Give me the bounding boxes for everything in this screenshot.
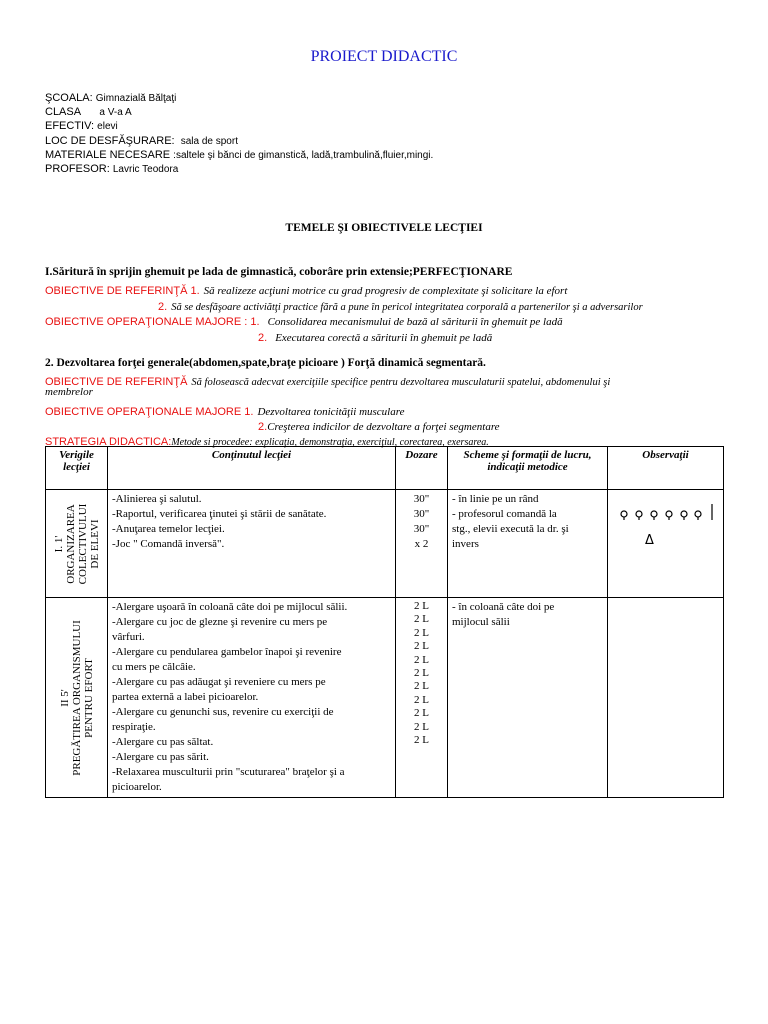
- scheme-cell: - în linie pe un rând - profesorul comandă la stg., elevii execută la dr. şi invers: [448, 490, 608, 598]
- info-class: CLASA a V-a A: [45, 106, 132, 118]
- info-materials: MATERIALE NECESARE :saltele şi bănci de gimanstică, ladă,trambulină,fluier,mingi.: [45, 149, 434, 161]
- lesson-table: [45, 446, 724, 798]
- info-teacher: PROFESOR: Lavric Teodora: [45, 163, 179, 175]
- header-stages: Verigile lecţiei: [46, 447, 108, 490]
- stage-label: I. 1' ORGANIZAREA COLECTIVULUI DE ELEVI: [52, 503, 101, 584]
- header-dose: Dozare: [396, 447, 448, 490]
- observation-cell: [608, 490, 724, 598]
- theme1-ref-objective-1: OBIECTIVE DE REFERINŢĂ 1. Să realizeze acţiuni motrice cu grad progresiv de complexitate şi solicitare la efort: [45, 285, 568, 297]
- info-effective: EFECTIV: elevi: [45, 120, 118, 132]
- dose-cell: 30" 30" 30" x 2: [396, 490, 448, 598]
- table-row: [46, 490, 724, 598]
- observation-cell: [608, 598, 724, 798]
- info-school: ŞCOALA: Gimnazială Bălţaţi: [45, 92, 177, 104]
- header-schemes: Scheme şi formaţii de lucru, indicaţii metodice: [448, 447, 608, 490]
- page-title: PROIECT DIDACTIC: [310, 48, 458, 65]
- stage-cell: [46, 490, 108, 598]
- table-row: [46, 598, 724, 798]
- theme2-ref-objective-1-cont: membrelor: [45, 386, 93, 398]
- teacher-symbol: Δ: [645, 533, 654, 548]
- scheme-cell: - în coloană câte doi pe mijlocul sălii: [448, 598, 608, 798]
- header-observations: Observaţii: [608, 447, 724, 490]
- info-location: LOC DE DESFĂŞURARE: sala de sport: [45, 135, 238, 147]
- theme2-op-objective-2: 2.Creşterea indicilor de dezvoltare a forţei segmentare: [258, 421, 500, 433]
- theme2-ref-objective-1: OBIECTIVE DE REFERINŢĂ Să folosească adecvat exerciţiile specifice pentru dezvoltarea musculaturii spatelui, abdomenului şi: [45, 376, 611, 388]
- content-cell: -Alergare uşoară în coloană câte doi pe mijlocul sălii. -Alergare cu joc de glezne şi revenire cu mers pe vârfuri. -Alergare cu pendularea gambelor înapoi şi revenire cu mers pe călcâie. -Alergare cu pas adăugat şi reveniere cu mers pe partea externă a labei picioarelor. -Alergare cu genunchi sus, revenire cu exerciţii de respiraţie. -Alergare cu pas săltat. -Alergare cu pas sărit. -Relaxarea musculturii prin "scuturarea" braţelor şi a picioarelor.: [108, 598, 396, 798]
- content-cell: -Alinierea şi salutul. -Raportul, verificarea ţinutei şi stării de sanătate. -Anuţarea temelor lecţiei. -Joc " Comandă inversă".: [108, 490, 396, 598]
- header-content: Conţinutul lecţiei: [108, 447, 396, 490]
- theme1-op-objective-2: 2. Executarea corectă a săriturii în ghemuit pe ladă: [258, 332, 493, 344]
- formation-diagram: [612, 504, 718, 574]
- theme2-heading: 2. Dezvoltarea forţei generale(abdomen,spate,braţe picioare ) Forţă dinamică segmentară.: [45, 357, 486, 369]
- theme1-heading: I.Săritură în sprijin ghemuit pe lada de gimnastică, coborâre prin extensie;PERFECŢIONARE: [45, 266, 513, 278]
- strategy-line: STRATEGIA DIDACTICA:Metode si procedee: explicaţia, demonstraţia, exerciţiul, corectarea, exersarea.: [45, 436, 489, 448]
- theme1-ref-objective-2: 2. Să se desfăşoare activiătţi practice fără a pune în pericol integritatea corporală a partenerilor şi a adversarilor: [158, 301, 643, 313]
- section-title: TEMELE ŞI OBIECTIVELE LECŢIEI: [285, 222, 483, 234]
- theme1-op-objective-1: OBIECTIVE OPERAŢIONALE MAJORE : 1. Consolidarea mecanismului de bază al săriturii în ghemuit pe ladă: [45, 316, 563, 328]
- theme2-op-objective-1: OBIECTIVE OPERAŢIONALE MAJORE 1. Dezvoltarea tonicităţii musculare: [45, 406, 405, 418]
- stage-cell: [46, 598, 108, 798]
- dose-cell: 2 L 2 L 2 L 2 L 2 L 2 L 2 L 2 L 2 L 2 L 2 L: [396, 598, 448, 798]
- stage-label: II 5' PREGĂTIREA ORGANISMULUI PENTRU EFORT: [58, 619, 95, 776]
- table-header-row: [46, 447, 724, 490]
